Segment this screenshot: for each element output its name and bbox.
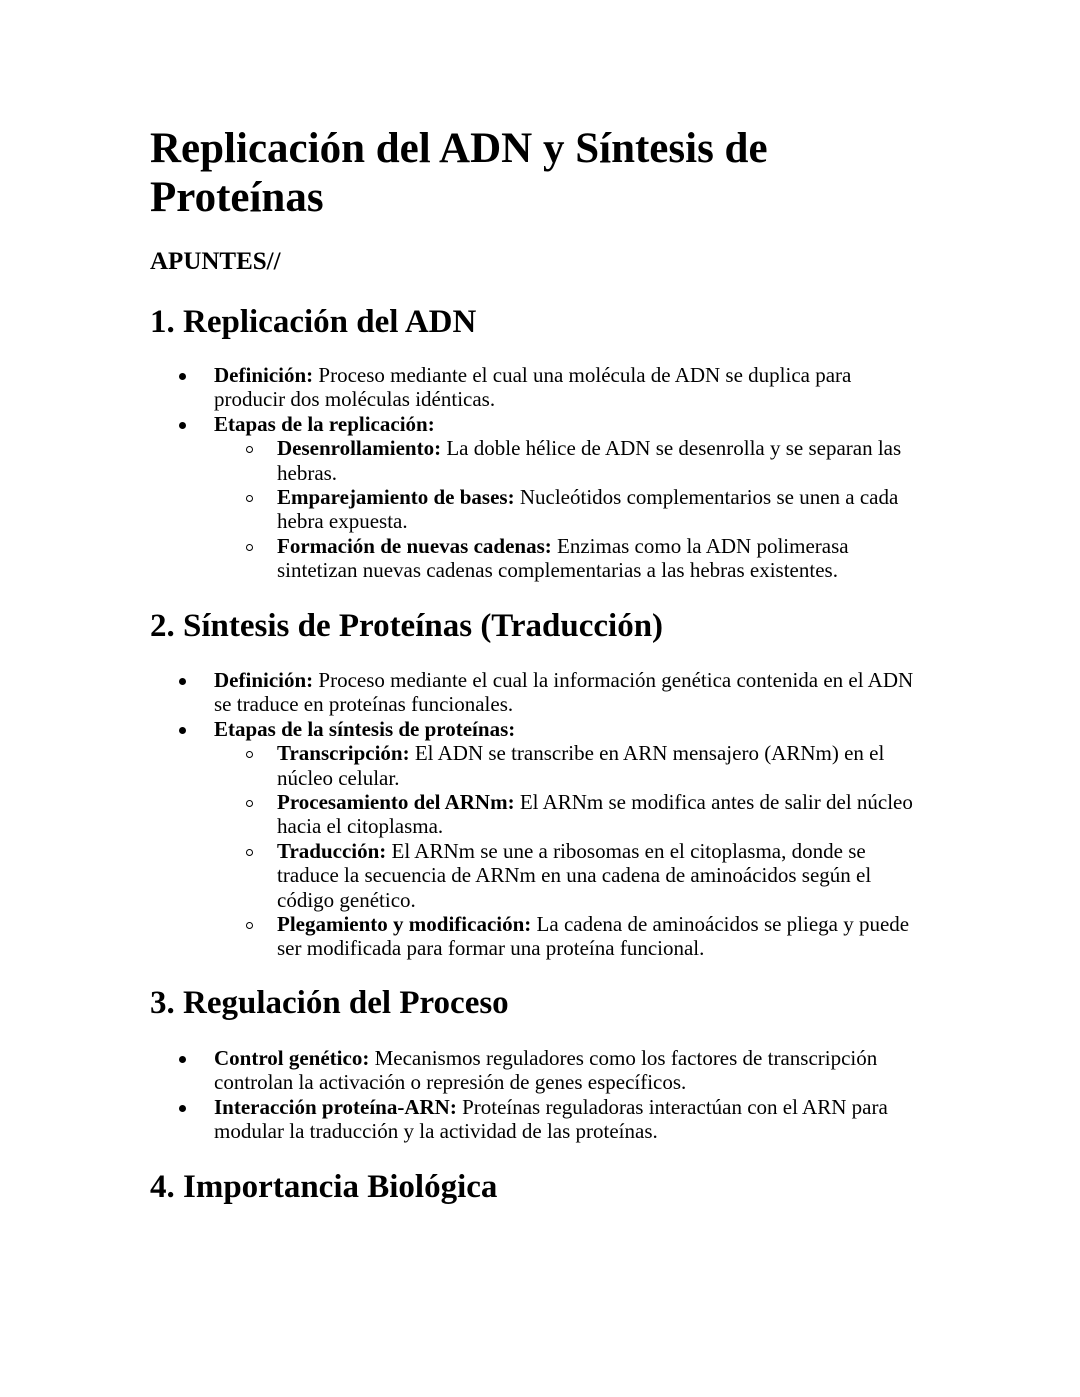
subitem-text: La doble hélice de ADN se desenrolla y se separan las hebras.: [277, 436, 902, 485]
subitem-label: Formación de nuevas cadenas:: [277, 533, 552, 558]
circle-bullet-icon: [246, 922, 253, 929]
section-heading: 4. Importancia Biológica: [150, 1169, 498, 1205]
sub-list-item: [0, 534, 922, 583]
section-list: [0, 1046, 922, 1144]
page-subtitle: APUNTES//: [150, 248, 281, 275]
list-item: [0, 1095, 922, 1144]
list-item: [0, 717, 922, 741]
subitem-label: Emparejamiento de bases:: [277, 485, 515, 510]
circle-bullet-icon: [246, 495, 253, 502]
subitem-text: El ARNm se une a ribosomas en el citoplasma, donde se traduce la secuencia de ARNm en una cadena de aminoácidos según el código genético.: [277, 838, 872, 912]
item-label: Control genético:: [214, 1046, 370, 1070]
bullet-icon: [179, 1105, 186, 1112]
section-heading: 3. Regulación del Proceso: [150, 985, 509, 1021]
sub-list-item: [0, 741, 922, 790]
subitem-text: El ARNm se modifica antes de salir del núcleo hacia el citoplasma.: [277, 790, 913, 839]
list-item: [0, 668, 922, 717]
item-text: Proceso mediante el cual la información genética contenida en el ADN se traduce en proteínas funcionales.: [214, 668, 914, 717]
bullet-icon: [179, 373, 186, 380]
subitem-text: Nucleótidos complementarios se unen a cada hebra expuesta.: [277, 485, 899, 534]
sub-list-item: [0, 790, 922, 839]
bullet-icon: [179, 678, 186, 685]
list-item: [0, 1046, 922, 1095]
subitem-label: Desenrollamiento:: [277, 436, 442, 461]
item-label: Definición:: [214, 363, 314, 387]
list-item: [0, 412, 922, 436]
bullet-icon: [179, 1056, 186, 1063]
circle-bullet-icon: [246, 544, 253, 551]
sub-list-item: [0, 839, 922, 912]
bullet-icon: [179, 422, 186, 429]
item-label: Interacción proteína-ARN:: [214, 1094, 457, 1119]
sub-list-item: [0, 912, 922, 961]
section-list: [0, 668, 922, 961]
section-heading: 2. Síntesis de Proteínas (Traducción): [150, 608, 664, 644]
circle-bullet-icon: [246, 751, 253, 758]
subitem-label: Transcripción:: [277, 741, 410, 766]
subitem-text: Enzimas como la ADN polimerasa sintetizan nuevas cadenas complementarias a las hebras existentes.: [277, 533, 849, 583]
list-item: [0, 363, 922, 412]
page-title: Replicación del ADN y Síntesis de Proteínas: [150, 125, 768, 221]
section-heading: 1. Replicación del ADN: [150, 304, 477, 340]
circle-bullet-icon: [246, 800, 253, 807]
item-label: Definición:: [214, 668, 314, 692]
item-text: Proteínas reguladoras interactúan con el ARN para modular la traducción y la actividad de las proteínas.: [214, 1094, 888, 1144]
circle-bullet-icon: [246, 446, 253, 453]
subitem-label: Traducción:: [277, 838, 387, 863]
subitem-label: Procesamiento del ARNm:: [277, 790, 515, 815]
item-text: Proceso mediante el cual una molécula de ADN se duplica para producir dos moléculas idénticas.: [214, 363, 852, 412]
section-list: [0, 363, 922, 583]
sub-list-item: [0, 485, 922, 534]
bullet-icon: [179, 727, 186, 734]
circle-bullet-icon: [246, 849, 253, 856]
subitem-text: El ADN se transcribe en ARN mensajero (ARNm) en el núcleo celular.: [277, 741, 885, 790]
subitem-label: Plegamiento y modificación:: [277, 912, 532, 937]
sub-list-item: [0, 436, 922, 485]
item-label: Etapas de la replicación:: [214, 411, 435, 436]
item-text: Mecanismos reguladores como los factores de transcripción controlan la activación o represión de genes específicos.: [214, 1046, 878, 1095]
item-label: Etapas de la síntesis de proteínas:: [214, 716, 516, 741]
subitem-text: La cadena de aminoácidos se pliega y puede ser modificada para formar una proteína funcional.: [277, 912, 910, 961]
